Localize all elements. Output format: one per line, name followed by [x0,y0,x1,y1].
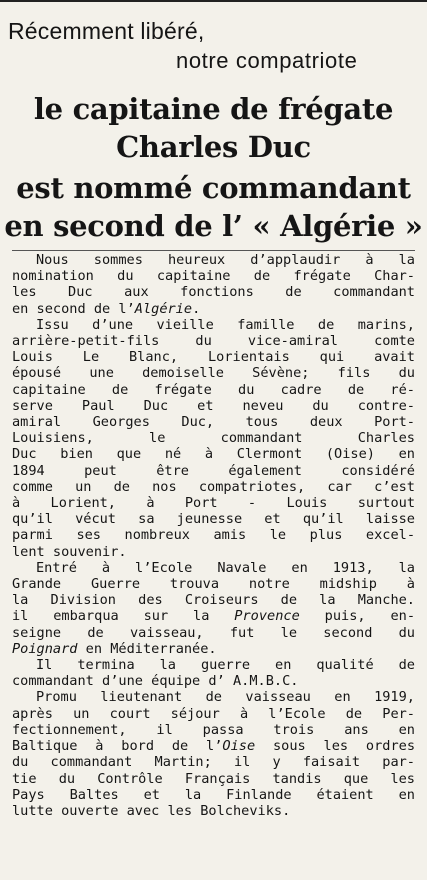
article-line: Nous sommes heureux d’applaudir à la [36,252,415,268]
article-paragraph [12,689,415,819]
headline-separator [12,250,415,251]
article-line: Pays Baltes et la Finlande étaient en [12,786,415,803]
article-line: serve Paul Duc et neveu du contre- [12,397,415,414]
article-line: Baltique à bord de l’Oise sous les ordres [12,738,415,755]
article-paragraph [12,317,415,560]
article-line: Poignard en Méditerranée. [12,640,217,657]
article-line: il embarqua sur la Provence puis, en- [12,608,415,625]
article-line: fectionnement, il passa trois ans en [12,721,415,738]
article-line: Grande Guerre trouva notre midship à [12,576,415,593]
article-line: capitaine de frégate du cadre de ré- [12,381,415,398]
article-line: parmi ses nombreux amis le plus excel- [12,527,415,544]
headline-line-3: est nommé commandant [16,171,411,205]
article-line: seigne de vaisseau, fut le second du [12,624,415,641]
article-line: 1894 peut être également considéré [12,462,415,479]
article-line: Entré à l’Ecole Navale en 1913, la [36,559,415,576]
article-line: en second de l’Algérie. [12,300,201,317]
article-line: la Division des Croiseurs de la Manche. [12,592,415,609]
article-line: Issu d’une vieille famille de marins, [36,316,415,333]
top-rule [0,0,427,8]
article-line: qu’il vécut sa jeunesse et qu’il laisse [12,511,415,528]
article-line: commandant d’une équipe d’ A.M.B.C. [12,673,299,690]
kicker-line-2: notre compatriote [176,48,358,73]
headline-line-1: le capitaine de frégate [33,92,394,126]
article-line: épousé une demoiselle Sévène; fils du [12,365,415,382]
kicker-line-1: Récemment libéré, [8,18,205,44]
article-line: après un court séjour à l’Ecole de Per- [12,705,415,722]
article-line: Louis Le Blanc, Lorientais qui avait [12,349,415,366]
article-line: nomination du capitaine de frégate Char- [12,268,415,285]
article-body [12,252,415,819]
article-line: les Duc aux fonctions de commandant [12,284,415,301]
article-line: arrière-petit-fils du vice-amiral comte [12,333,415,350]
article-line: Duc bien que né à Clermont (Oise) en [12,446,415,463]
article-line: lutte ouverte avec les Bolcheviks. [12,802,291,819]
article-line: amiral Georges Duc, tous deux Port- [12,414,415,431]
article-line: Promu lieutenant de vaisseau en 1919, [36,689,415,706]
article-paragraph [12,657,415,689]
article-line: tie du Contrôle Français tandis que les [12,770,415,787]
headline-line-4: en second de l’ « Algérie » [4,209,423,243]
article-paragraph [12,252,415,317]
headline-line-2: Charles Duc [116,130,311,164]
article-line: à Lorient, à Port - Louis surtout [12,495,415,512]
article-line: du commandant Martin; il y faisait par- [12,754,415,771]
article-line: comme un de nos compatriotes, car c’est [12,478,415,495]
article-line: Il termina la guerre en qualité de [36,657,415,674]
article-line: lent souvenir. [12,543,127,560]
article-paragraph [12,560,415,657]
article-line: Louisiens, le commandant Charles [12,430,415,447]
